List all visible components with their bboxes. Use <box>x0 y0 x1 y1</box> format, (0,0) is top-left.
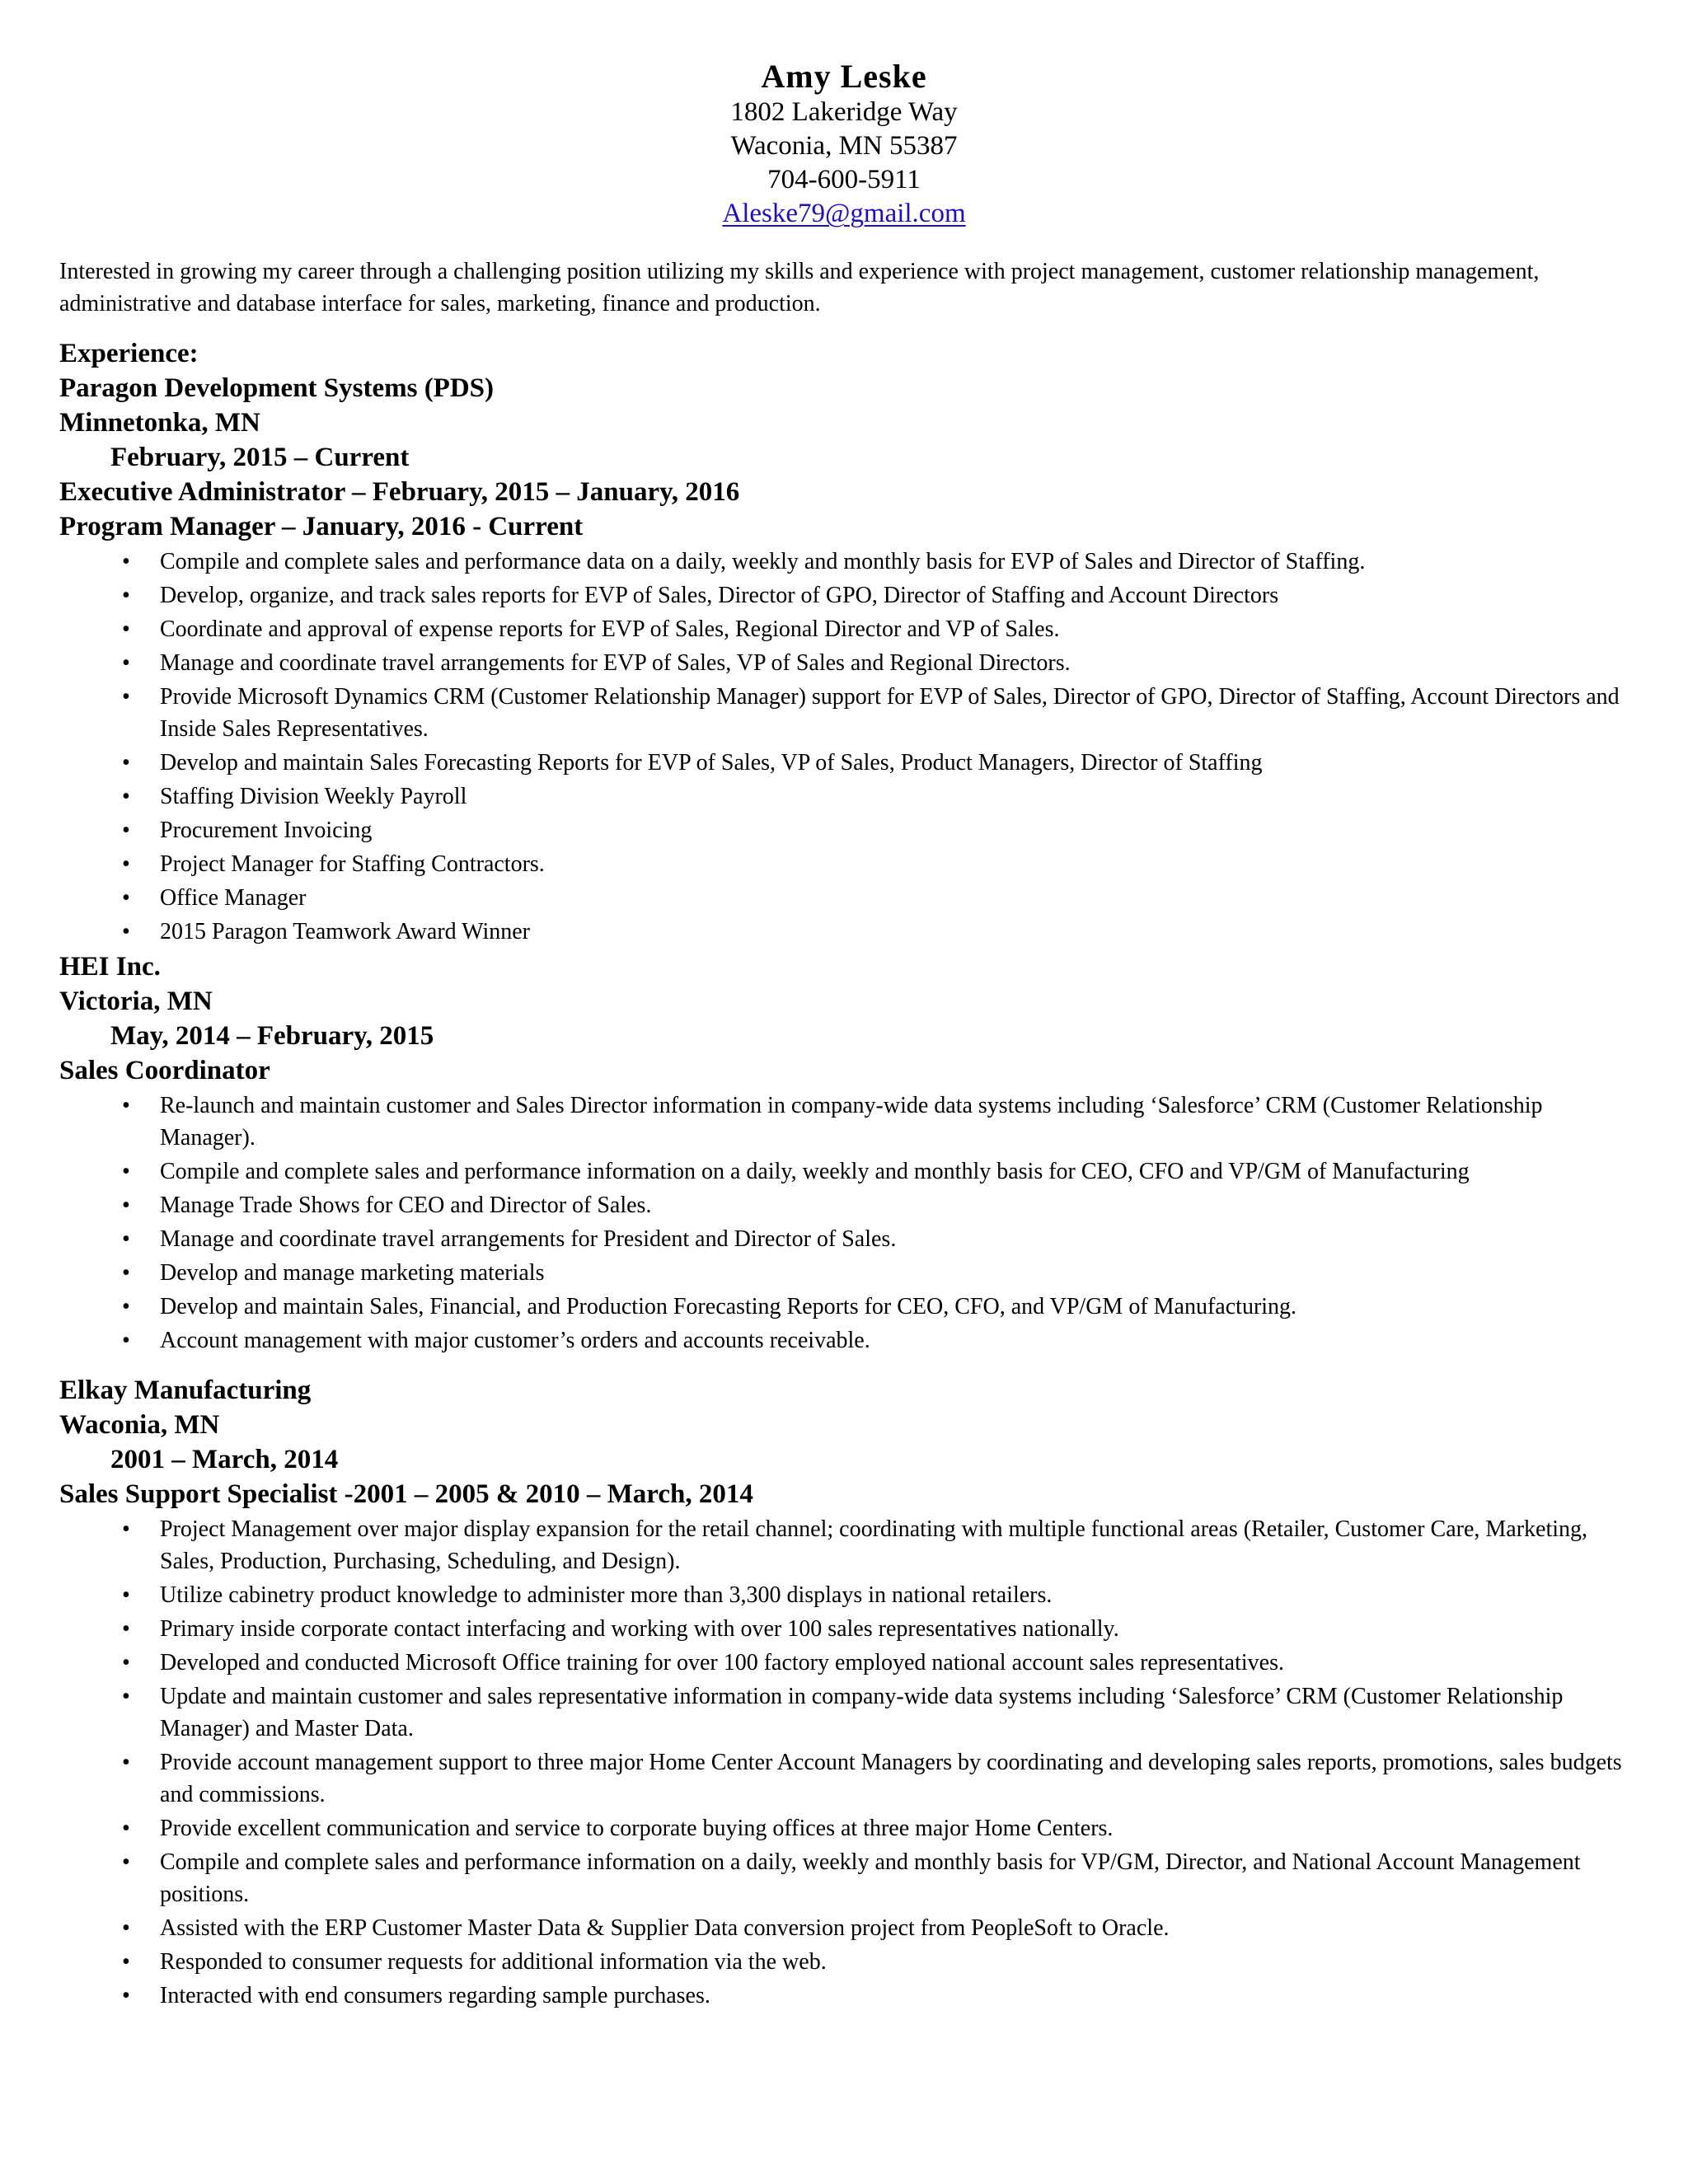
bullet-icon: • <box>122 1582 130 1608</box>
responsibility-item <box>59 1746 1634 1811</box>
responsibility-item <box>59 1189 1634 1221</box>
job-entry <box>59 1373 1634 2012</box>
bullet-icon: • <box>122 1159 130 1184</box>
bullet-icon: • <box>122 1516 130 1542</box>
responsibility-text: Account management with major customer’s orders and accounts receivable. <box>160 1328 870 1353</box>
bullet-icon: • <box>122 1294 130 1319</box>
responsibility-text: Provide Microsoft Dynamics CRM (Customer Relationship Manager) support for EVP of Sales, Director of GPO, Director of Staffing, Account Directors and Inside Sales Representatives. <box>160 684 1620 742</box>
responsibility-item <box>59 747 1634 779</box>
bullet-icon: • <box>122 549 130 574</box>
responsibility-item <box>59 1680 1634 1745</box>
bullet-icon: • <box>122 1915 130 1941</box>
responsibility-text: Compile and complete sales and performance information on a daily, weekly and monthly basis for CEO, CFO and VP/GM of Manufacturing <box>160 1159 1470 1184</box>
responsibility-list <box>59 1090 1634 1357</box>
bullet-icon: • <box>122 1616 130 1642</box>
responsibility-text: Assisted with the ERP Customer Master Data & Supplier Data conversion project from PeopleSoft to Oracle. <box>160 1915 1170 1941</box>
company-location: Waconia, MN <box>59 1410 220 1440</box>
responsibility-item <box>59 1912 1634 1944</box>
responsibility-item <box>59 1324 1634 1357</box>
job-title: Sales Support Specialist -2001 – 2005 & 2010 – March, 2014 <box>59 1479 753 1509</box>
bullet-icon: • <box>122 885 130 911</box>
responsibility-item <box>59 1223 1634 1255</box>
responsibility-item <box>59 613 1634 645</box>
bullet-icon: • <box>122 684 130 710</box>
bullet-icon: • <box>122 784 130 809</box>
employment-dates: May, 2014 – February, 2015 <box>110 1021 434 1051</box>
job-entry <box>59 949 1634 1373</box>
responsibility-text: Manage Trade Shows for CEO and Director of Sales. <box>160 1193 652 1218</box>
experience-heading: Experience: <box>59 339 199 368</box>
bullet-icon: • <box>122 1949 130 1975</box>
responsibility-text: Develop, organize, and track sales reports for EVP of Sales, Director of GPO, Director of Staffing and Account Directors <box>160 583 1279 608</box>
responsibility-item <box>59 1155 1634 1188</box>
responsibility-item <box>59 1613 1634 1645</box>
objective-statement: Interested in growing my career through a challenging position utilizing my skills and experience with project management, customer relationship management, administrative and database interface for sales, marketing, finance and production. <box>59 259 1540 316</box>
job-entry <box>59 371 1634 948</box>
section-spacer <box>59 1358 1634 1373</box>
responsibility-text: Project Management over major display expansion for the retail channel; coordinating with multiple functional areas (Retailer, Customer Care, Marketing, Sales, Production, Purchasing, Scheduling, and Design). <box>160 1516 1588 1574</box>
bullet-icon: • <box>122 818 130 843</box>
responsibility-list <box>59 546 1634 948</box>
responsibility-item <box>59 1257 1634 1289</box>
responsibility-item <box>59 1647 1634 1679</box>
responsibility-text: 2015 Paragon Teamwork Award Winner <box>160 919 530 944</box>
responsibility-text: Office Manager <box>160 885 307 911</box>
responsibility-text: Staffing Division Weekly Payroll <box>160 784 467 809</box>
company-name: HEI Inc. <box>59 952 161 982</box>
job-title: Sales Coordinator <box>59 1056 270 1085</box>
responsibility-text: Re-launch and maintain customer and Sales Director information in company-wide data systems including ‘Salesforce’ CRM (Customer Relationship Manager). <box>160 1093 1543 1151</box>
responsibility-text: Compile and complete sales and performance data on a daily, weekly and monthly basis for EVP of Sales and Director of Staffing. <box>160 549 1366 574</box>
responsibility-text: Manage and coordinate travel arrangements for EVP of Sales, VP of Sales and Regional Directors. <box>160 650 1071 676</box>
bullet-icon: • <box>122 1849 130 1875</box>
responsibility-text: Primary inside corporate contact interfacing and working with over 100 sales representatives nationally. <box>160 1616 1119 1642</box>
job-title: Program Manager – January, 2016 - Current <box>59 512 584 541</box>
responsibility-text: Update and maintain customer and sales representative information in company-wide data systems including ‘Salesforce’ CRM (Customer Relationship Manager) and Master Data. <box>160 1684 1564 1741</box>
bullet-icon: • <box>122 1328 130 1353</box>
responsibility-text: Procurement Invoicing <box>160 818 373 843</box>
responsibility-text: Manage and coordinate travel arrangements for President and Director of Sales. <box>160 1226 897 1252</box>
resume-body <box>59 255 1634 2013</box>
bullet-icon: • <box>122 750 130 776</box>
responsibility-text: Provide excellent communication and service to corporate buying offices at three major Home Centers. <box>160 1816 1114 1841</box>
bullet-icon: • <box>122 650 130 676</box>
candidate-name: Amy Leske <box>761 58 927 95</box>
responsibility-text: Project Manager for Staffing Contractors. <box>160 851 545 877</box>
bullet-icon: • <box>122 919 130 944</box>
responsibility-text: Developed and conducted Microsoft Office training for over 100 factory employed national account sales representatives. <box>160 1650 1284 1675</box>
bullet-icon: • <box>122 851 130 877</box>
company-name: Elkay Manufacturing <box>59 1376 312 1405</box>
responsibility-item <box>59 1812 1634 1844</box>
bullet-icon: • <box>122 1684 130 1709</box>
employment-dates: 2001 – March, 2014 <box>110 1445 339 1474</box>
responsibility-text: Provide account management support to three major Home Center Account Managers by coordinating and developing sales reports, promotions, sales budgets and commissions. <box>160 1750 1622 1807</box>
responsibility-text: Utilize cabinetry product knowledge to administer more than 3,300 displays in national retailers. <box>160 1582 1053 1608</box>
responsibility-item <box>59 916 1634 948</box>
responsibility-item <box>59 1291 1634 1323</box>
responsibility-item <box>59 1946 1634 1978</box>
responsibility-text: Compile and complete sales and performance information on a daily, weekly and monthly basis for VP/GM, Director, and National Account Management positions. <box>160 1849 1581 1907</box>
bullet-icon: • <box>122 616 130 642</box>
responsibility-item <box>59 1980 1634 2012</box>
responsibility-item <box>59 882 1634 914</box>
email-link[interactable]: Aleske79@gmail.com <box>722 199 966 228</box>
bullet-icon: • <box>122 1750 130 1775</box>
responsibility-text: Coordinate and approval of expense reports for EVP of Sales, Regional Director and VP of Sales. <box>160 616 1060 642</box>
bullet-icon: • <box>122 1816 130 1841</box>
bullet-icon: • <box>122 1650 130 1675</box>
bullet-icon: • <box>122 1226 130 1252</box>
responsibility-text: Develop and maintain Sales Forecasting Reports for EVP of Sales, VP of Sales, Product Managers, Director of Staffing <box>160 750 1263 776</box>
phone-number: 704-600-5911 <box>767 165 921 194</box>
address-line-1: 1802 Lakeridge Way <box>730 97 958 127</box>
company-name: Paragon Development Systems (PDS) <box>59 373 495 403</box>
responsibility-text: Develop and manage marketing materials <box>160 1260 545 1286</box>
company-location: Victoria, MN <box>59 987 213 1016</box>
responsibility-item <box>59 1090 1634 1154</box>
bullet-icon: • <box>122 583 130 608</box>
responsibility-item <box>59 848 1634 880</box>
responsibility-item <box>59 1846 1634 1910</box>
responsibility-list <box>59 1513 1634 2012</box>
resume-header <box>0 58 1688 231</box>
responsibility-text: Interacted with end consumers regarding sample purchases. <box>160 1983 710 2008</box>
responsibility-text: Responded to consumer requests for additional information via the web. <box>160 1949 827 1975</box>
responsibility-item <box>59 681 1634 745</box>
experience-list <box>59 371 1634 2012</box>
responsibility-item <box>59 647 1634 679</box>
responsibility-item <box>59 814 1634 846</box>
job-title: Executive Administrator – February, 2015 – January, 2016 <box>59 477 740 507</box>
responsibility-item <box>59 1579 1634 1611</box>
address-line-2: Waconia, MN 55387 <box>730 131 958 161</box>
responsibility-item <box>59 546 1634 578</box>
employment-dates: February, 2015 – Current <box>110 443 410 472</box>
responsibility-text: Develop and maintain Sales, Financial, and Production Forecasting Reports for CEO, CFO, and VP/GM of Manufacturing. <box>160 1294 1297 1319</box>
bullet-icon: • <box>122 1093 130 1118</box>
responsibility-item <box>59 780 1634 813</box>
responsibility-item <box>59 579 1634 612</box>
bullet-icon: • <box>122 1983 130 2008</box>
responsibility-item <box>59 1513 1634 1577</box>
company-location: Minnetonka, MN <box>59 408 260 438</box>
bullet-icon: • <box>122 1193 130 1218</box>
bullet-icon: • <box>122 1260 130 1286</box>
